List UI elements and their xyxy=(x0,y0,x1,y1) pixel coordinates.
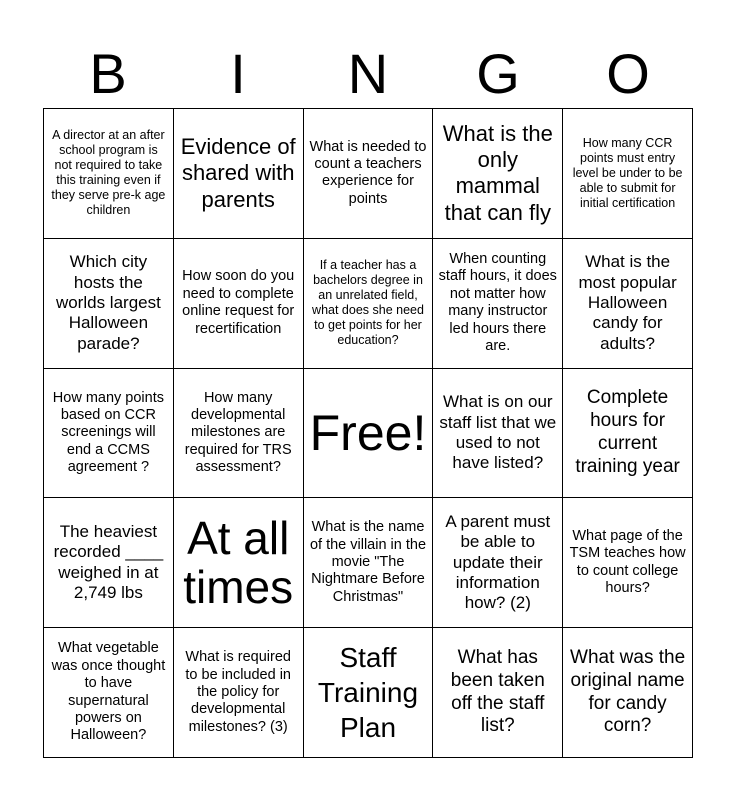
bingo-cell-r3c1[interactable]: How many points based on CCR screenings will end a CCMS agreement ? xyxy=(44,369,174,499)
bingo-cell-r2c3[interactable]: If a teacher has a bachelors degree in an unrelated field, what does she need to get points for her education? xyxy=(304,239,434,369)
bingo-cell-r3c2[interactable]: How many developmental milestones are required for TRS assessment? xyxy=(174,369,304,499)
bingo-cell-r2c4[interactable]: When counting staff hours, it does not matter how many instructor led hours there are. xyxy=(433,239,563,369)
bingo-cell-r4c5[interactable]: What page of the TSM teaches how to count college hours? xyxy=(563,498,693,628)
bingo-cell-r1c4[interactable]: What is the only mammal that can fly xyxy=(433,109,563,239)
bingo-cell-r2c5[interactable]: What is the most popular Halloween candy for adults? xyxy=(563,239,693,369)
bingo-cell-r4c2[interactable]: At all times xyxy=(174,498,304,628)
header-letter-n: N xyxy=(347,42,389,105)
bingo-cell-r2c1[interactable]: Which city hosts the worlds largest Halloween parade? xyxy=(44,239,174,369)
bingo-cell-r5c5[interactable]: What was the original name for candy corn? xyxy=(563,628,693,758)
bingo-cell-r2c2[interactable]: How soon do you need to complete online request for recertification xyxy=(174,239,304,369)
bingo-cell-r5c3[interactable]: Staff Training Plan xyxy=(304,628,434,758)
bingo-cell-r4c3[interactable]: What is the name of the villain in the movie "The Nightmare Before Christmas" xyxy=(304,498,434,628)
header-letter-g: G xyxy=(476,42,520,105)
bingo-cell-free[interactable]: Free! xyxy=(304,369,434,499)
bingo-cell-r3c5[interactable]: Complete hours for current training year xyxy=(563,369,693,499)
bingo-cell-r1c1[interactable]: A director at an after school program is not required to take this training even if they serve pre-k age children xyxy=(44,109,174,239)
header-letter-o: O xyxy=(606,42,650,105)
bingo-cell-r1c5[interactable]: How many CCR points must entry level be under to be able to submit for initial certification xyxy=(563,109,693,239)
header-letter-i: I xyxy=(230,42,246,105)
bingo-cell-r5c2[interactable]: What is required to be included in the policy for developmental milestones? (3) xyxy=(174,628,304,758)
bingo-cell-r5c1[interactable]: What vegetable was once thought to have supernatural powers on Halloween? xyxy=(44,628,174,758)
bingo-cell-r3c4[interactable]: What is on our staff list that we used to not have listed? xyxy=(433,369,563,499)
bingo-board xyxy=(43,108,693,758)
bingo-cell-r5c4[interactable]: What has been taken off the staff list? xyxy=(433,628,563,758)
bingo-cell-r1c3[interactable]: What is needed to count a teachers experience for points xyxy=(304,109,434,239)
bingo-cell-r1c2[interactable]: Evidence of shared with parents xyxy=(174,109,304,239)
bingo-cell-r4c4[interactable]: A parent must be able to update their information how? (2) xyxy=(433,498,563,628)
bingo-cell-r4c1[interactable]: The heaviest recorded ____ weighed in at 2,749 lbs xyxy=(44,498,174,628)
header-letter-b: B xyxy=(89,42,127,105)
bingo-header xyxy=(43,40,693,108)
